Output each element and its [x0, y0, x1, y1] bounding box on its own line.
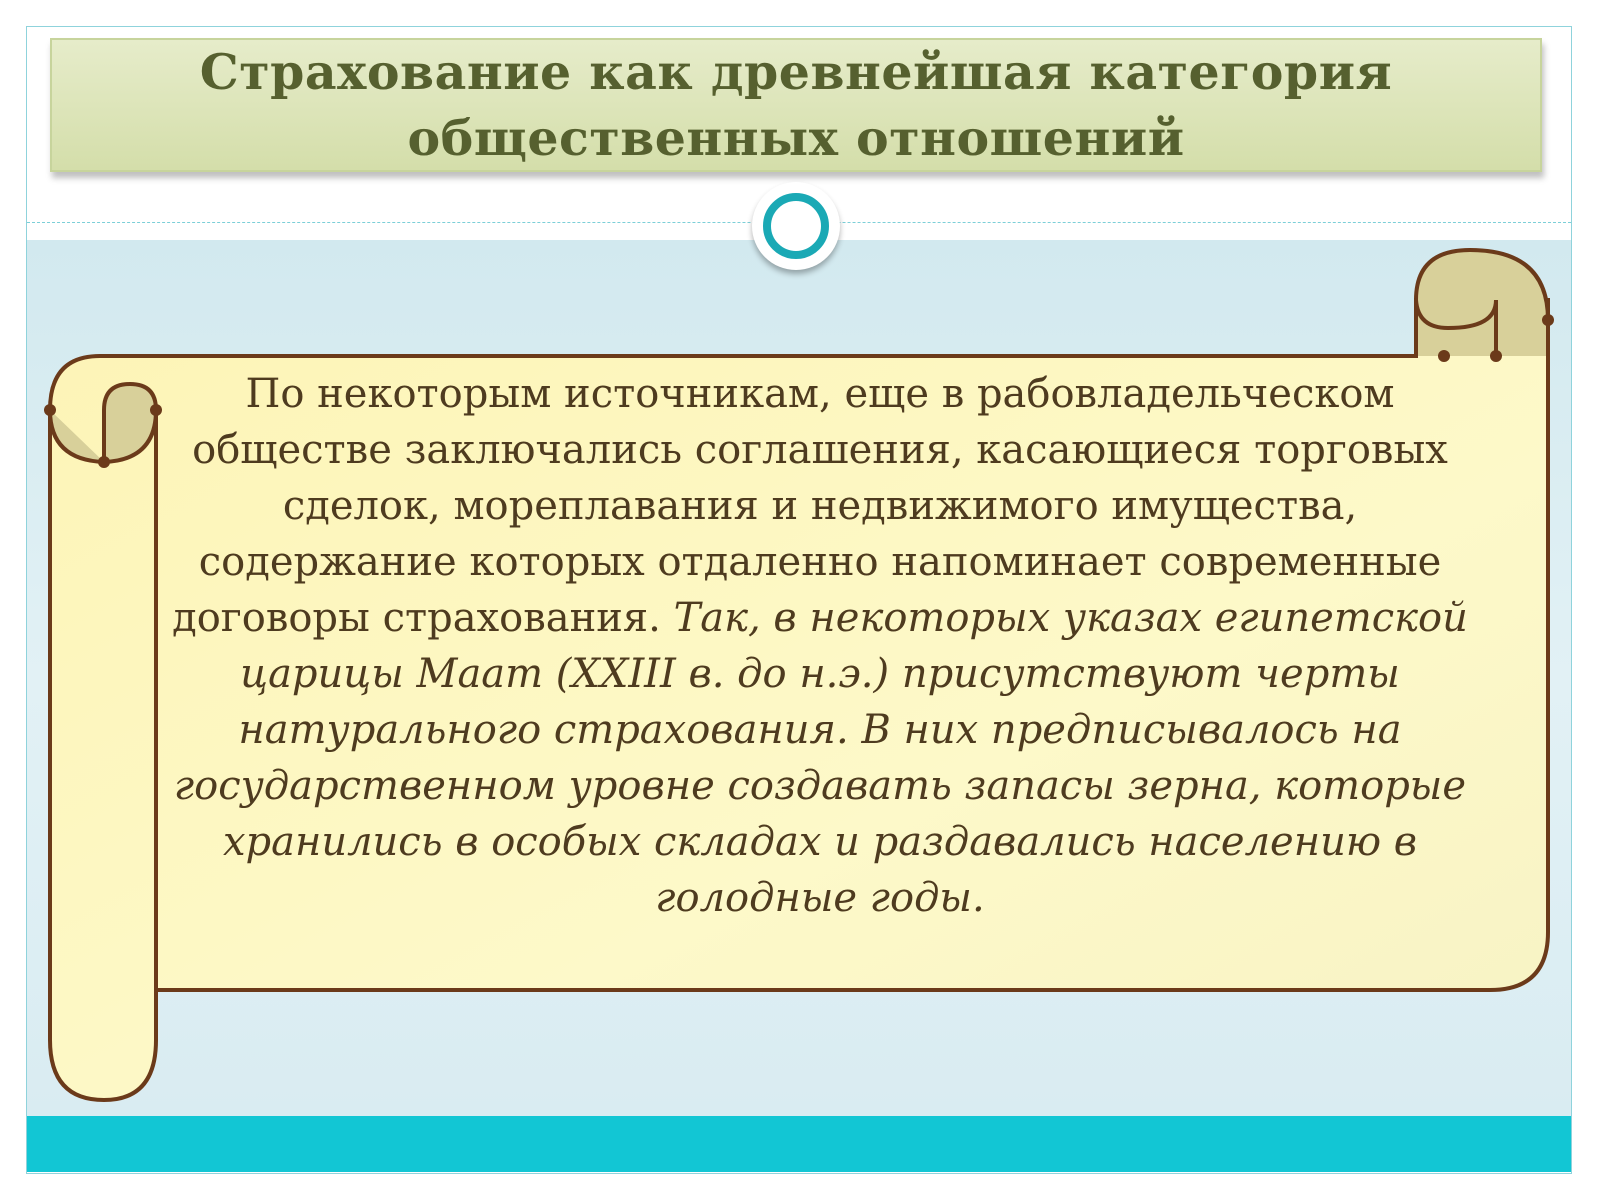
body-text-italic: Так, в некоторых указах египетской царицы Маат (XXIII в. до н.э.) присутствуют черты натурального страхования. В них предписывалось на государственном уровне создавать запасы зерна, которые хранились в особых складах и раздавались населению в голодные годы.: [173, 595, 1468, 921]
body-text-regular: По некоторым источникам, еще в рабовладельческом обществе заключались соглашения, касающиеся торговых сделок, мореплавания и недвижимого имущества, содержание которых отдаленно напоминает современные договоры страхования.: [172, 371, 1448, 641]
scroll-body-text: [170, 366, 1470, 986]
scroll-right-curl: [1416, 250, 1548, 356]
slide-title: Страхование как древнейшая категория общественных отношений: [199, 43, 1393, 167]
